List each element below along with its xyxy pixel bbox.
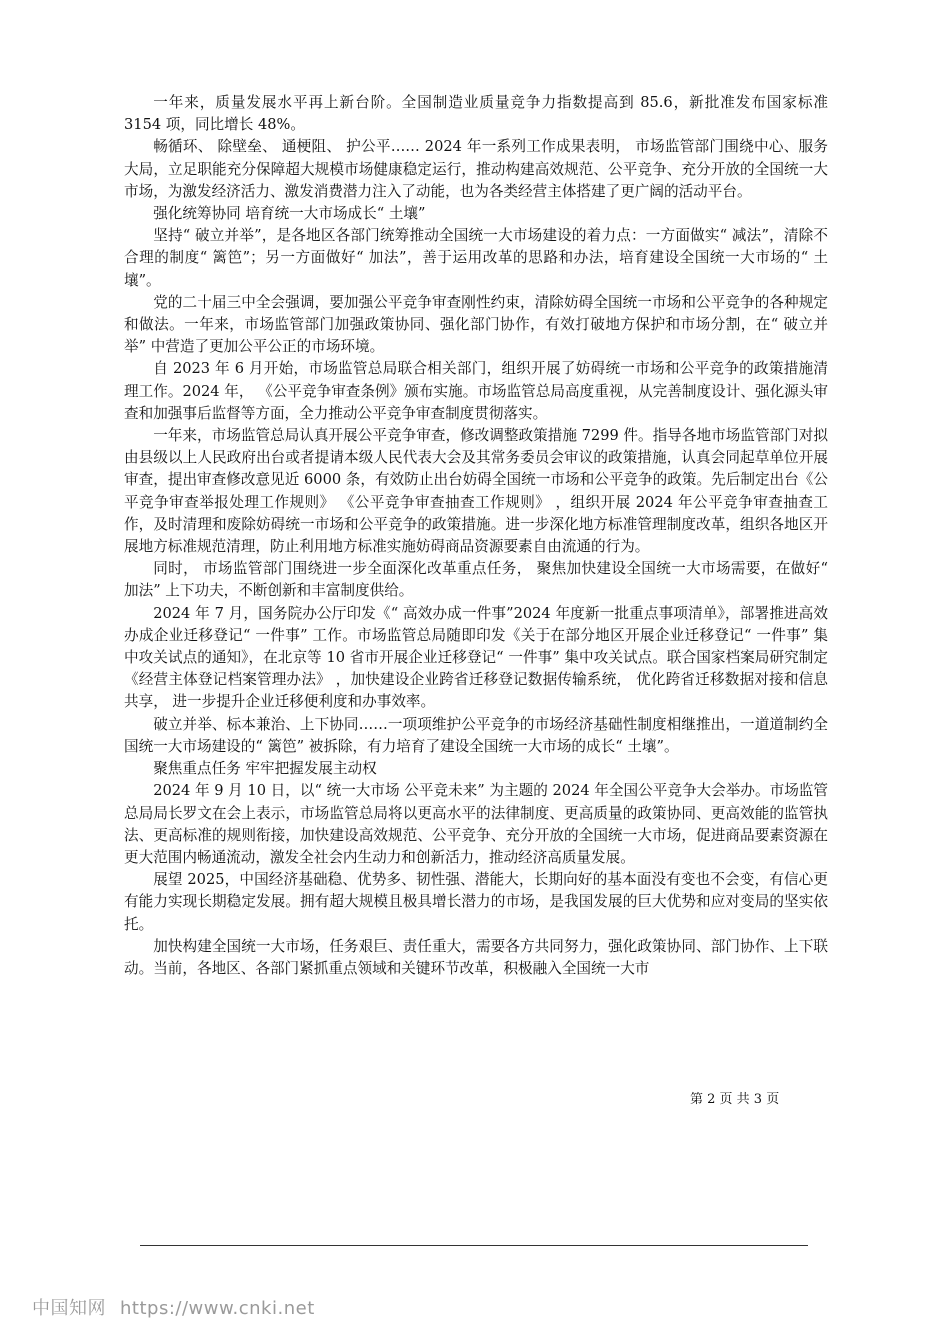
paragraph-competition-review: 一年来，市场监管总局认真开展公平竞争审查，修改调整政策措施 7299 件。指导各地市场监管部门对拟由县级以上人民政府出台或者提请本级人民代表大会及其常务委员会审议的政策措施，认真会同起草单位开展审查，提出审查修改意见近 6000 条，有效防止出台妨碍全国统一市场和公平竞争的政策。先后制定出台《公平竞争审查举报处理工作规则》 《公平竞争审查抽查工作规则》 ，组织开展 2024 年公平竞争审查抽查工作，及时清理和废除妨碍统一市场和公平竞争的政策措施。进一步深化地方标准管理制度改革，组织各地区开展地方标准规范清理，防止利用地方标准实施妨碍商品资源要素自由流通的行为。: [124, 427, 828, 556]
paragraph-enterprise-migration: 2024 年 7 月，国务院办公厅印发《“ 高效办成一件事”2024 年度新一批重点事项清单》，部署推进高效办成企业迁移登记“ 一件事” 工作。市场监管总局随即印发《关于在部分地区开展企业迁移登记“ 一件事” 集中攻关试点的通知》，在北京等 10 省市开展企业迁移登记“ 一件事” 集中攻关试点。联合国家档案局研究制定《经营主体登记档案管理办法》 ，加快建设企业跨省迁移登记数据传输系统， 优化跨省迁移数据对接和信息共享， 进一步提升企业迁移便利度和办事效率。: [124, 604, 828, 711]
watermark-brand: 中国知网: [32, 1298, 106, 1319]
paragraph-break-and-build: 坚持“ 破立并举”，是各地区各部门统筹推动全国统一大市场建设的着力点：一方面做实“ 减法”，清除不合理的制度“ 篱笆”；另一方面做好“ 加法”，善于运用改革的思路和办法，培育建设全国统一大市场的“ 土壤”。: [124, 227, 828, 289]
watermark-site: https://www.cnki.net: [120, 1298, 315, 1319]
page-number: 第 2 页 共 3 页: [690, 1092, 780, 1107]
document-body: [124, 92, 828, 980]
paragraph-fences-removed: 破立并举、标本兼治、上下协同……一项项维护公平竞争的市场经济基础性制度相继推出，一道道制约全国统一大市场建设的“ 篱笆” 被拆除，有力培育了建设全国统一大市场的成长“ 土壤”。: [124, 715, 828, 755]
paragraph-third-plenum: 党的二十届三中全会强调，要加强公平竞争审查刚性约束，清除妨碍全国统一市场和公平竞争的各种规定和做法。一年来，市场监管部门加强政策协同、强化部门协作，有效打破地方保护和市场分割，在“ 破立并举” 中营造了更加公平公正的市场环境。: [124, 293, 828, 356]
paragraph-unified-market-effort: 加快构建全国统一大市场，任务艰巨、责任重大，需要各方共同努力，强化政策协同、部门协作、上下联动。当前，各地区、各部门紧抓重点领域和关键环节改革，积极融入全国统一大市: [124, 937, 828, 977]
paragraph-quality-progress: 一年来，质量发展水平再上新台阶。全国制造业质量竞争力指数提高到 85.6，新批准发布国家标准 3154 项，同比增长 48%。: [124, 94, 828, 134]
section-heading-coordination: 强化统筹协同 培育统一大市场成长“ 土壤”: [153, 205, 426, 223]
section-heading-key-tasks: 聚焦重点任务 牢牢把握发展主动权: [153, 760, 377, 778]
paragraph-outlook-2025: 展望 2025，中国经济基础稳、优势多、韧性强、潜能大，长期向好的基本面没有变也不会变，有信心更有能力实现长期稳定发展。拥有超大规模且极具增长潜力的市场，是我国发展的巨大优势和应对变局的坚实依托。: [124, 871, 828, 933]
paragraph-reform-tasks: 同时， 市场监管部门围绕进一步全面深化改革重点任务， 聚焦加快建设全国统一大市场需要，在做好“ 加法” 上下功夫，不断创新和丰富制度供给。: [124, 560, 828, 600]
paragraph-competition-conference: 2024 年 9 月 10 日，以“ 统一大市场 公平竞未来” 为主题的 2024 年全国公平竞争大会举办。市场监管总局局长罗文在会上表示，市场监管总局将以更高水平的法律制度、更高质量的政策协同、更高效能的监管执法、更高标准的规则衔接，加快建设高效规范、公平竞争、充分开放的全国统一大市场，促进商品要素资源在更大范围内畅通流动，激发全社会内生动力和创新活力，推动经济高质量发展。: [124, 782, 828, 866]
cnki-watermark: [32, 1294, 315, 1320]
footer-divider: [140, 1245, 808, 1246]
paragraph-policy-cleanup: 自 2023 年 6 月开始，市场监管总局联合相关部门，组织开展了妨碍统一市场和公平竞争的政策措施清理工作。2024 年， 《公平竞争审查条例》颁布实施。市场监管总局高度重视，从完善制度设计、强化源头审查和加强事后监督等方面，全力推动公平竞争审查制度贯彻落实。: [124, 360, 829, 422]
paragraph-achievements-summary: 畅循环、 除壁垒、 通梗阻、 护公平…… 2024 年一系列工作成果表明， 市场监管部门围绕中心、服务大局，立足职能充分保障超大规模市场健康稳定运行，推动构建高效规范、公平竞争、充分开放的全国统一大市场，为激发经济活力、激发消费潜力注入了动能，也为各类经营主体搭建了更广阔的活动平台。: [124, 138, 828, 200]
